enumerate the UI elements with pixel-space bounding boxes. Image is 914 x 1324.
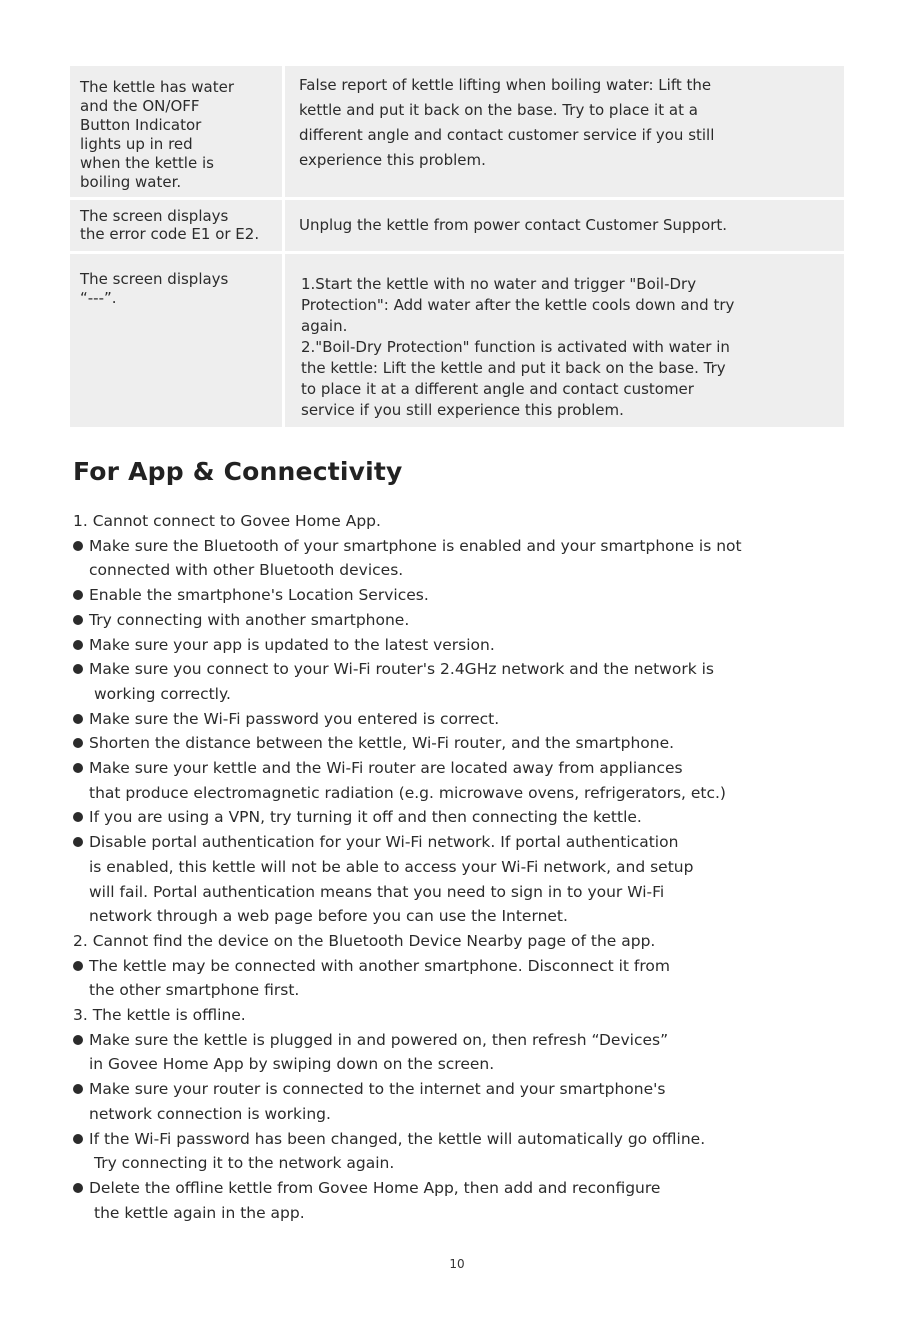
solution-text: again. xyxy=(301,317,348,335)
solution-cell xyxy=(285,66,844,197)
bullet-item: Make sure the Wi-Fi password you entered is correct. xyxy=(73,707,863,732)
solution-text: 1.Start the kettle with no water and trigger "Boil-Dry xyxy=(301,275,697,293)
numbered-heading: 2. Cannot find the device on the Bluetooth Device Nearby page of the app. xyxy=(73,931,656,950)
bullet-item: Make sure you connect to your Wi-Fi router's 2.4GHz network and the network is xyxy=(73,657,863,682)
bullet-icon xyxy=(73,1183,83,1193)
bullet-icon xyxy=(73,640,83,650)
solution-text: kettle and put it back on the base. Try to place it at a xyxy=(299,101,698,119)
problem-text: The screen displays xyxy=(80,207,229,225)
bullet-item: Make sure your app is updated to the latest version. xyxy=(73,633,863,658)
problem-text: The kettle has water xyxy=(80,78,234,96)
bullet-continuation: in Govee Home App by swiping down on the screen. xyxy=(89,1055,495,1074)
problem-text: the error code E1 or E2. xyxy=(80,225,260,243)
solution-text: False report of kettle lifting when boiling water: Lift the xyxy=(299,76,712,94)
bullet-icon xyxy=(73,714,83,724)
solution-text: to place it at a different angle and contact customer xyxy=(301,380,694,398)
solution-cell xyxy=(285,254,844,427)
bullet-item: The kettle may be connected with another smartphone. Disconnect it from xyxy=(73,954,863,979)
page-number: 10 xyxy=(449,1257,465,1271)
bullet-continuation: Try connecting it to the network again. xyxy=(94,1154,395,1173)
bullet-icon xyxy=(73,763,83,773)
problem-text: when the kettle is xyxy=(80,154,214,172)
bullet-item: Make sure your router is connected to the internet and your smartphone's xyxy=(73,1077,863,1102)
bullet-continuation: will fail. Portal authentication means that you need to sign in to your Wi-Fi xyxy=(89,882,665,901)
bullet-icon xyxy=(73,664,83,674)
bullet-icon xyxy=(73,1084,83,1094)
bullet-item: Enable the smartphone's Location Services. xyxy=(73,583,863,608)
solution-text: Protection": Add water after the kettle cools down and try xyxy=(301,296,735,314)
bullet-icon xyxy=(73,1035,83,1045)
bullet-continuation: that produce electromagnetic radiation (e.g. microwave ovens, refrigerators, etc.) xyxy=(89,783,726,802)
problem-text: The screen displays xyxy=(80,270,229,288)
bullet-icon xyxy=(73,615,83,625)
numbered-heading: 1. Cannot connect to Govee Home App. xyxy=(73,512,381,530)
solution-text: service if you still experience this problem. xyxy=(301,401,624,419)
bullet-item: If you are using a VPN, try turning it off and then connecting the kettle. xyxy=(73,805,863,830)
problem-text: boiling water. xyxy=(80,173,182,191)
bullet-item: Disable portal authentication for your Wi-Fi network. If portal authentication xyxy=(73,830,863,855)
bullet-icon xyxy=(73,738,83,748)
solution-text: Unplug the kettle from power contact Customer Support. xyxy=(299,216,728,234)
bullet-icon xyxy=(73,812,83,822)
troubleshooting-table xyxy=(70,66,844,430)
solution-text: different angle and contact customer service if you still xyxy=(299,126,715,144)
bullet-item: Make sure the kettle is plugged in and powered on, then refresh “Devices” xyxy=(73,1028,863,1053)
bullet-continuation: working correctly. xyxy=(94,684,231,703)
numbered-heading: 3. The kettle is offline. xyxy=(73,1006,246,1025)
section-content xyxy=(73,509,863,1225)
table-row xyxy=(70,66,844,197)
table-row xyxy=(70,254,844,427)
bullet-continuation: the kettle again in the app. xyxy=(94,1203,305,1222)
bullet-continuation: the other smartphone first. xyxy=(89,981,300,1000)
bullet-item: Make sure your kettle and the Wi-Fi router are located away from appliances xyxy=(73,756,863,781)
problem-cell xyxy=(70,254,282,427)
problem-text: “---”. xyxy=(80,289,117,307)
bullet-item: Make sure the Bluetooth of your smartphone is enabled and your smartphone is not xyxy=(73,534,863,559)
bullet-item: Shorten the distance between the kettle, Wi-Fi router, and the smartphone. xyxy=(73,731,863,756)
bullet-continuation: network through a web page before you can use the Internet. xyxy=(89,907,568,926)
bullet-icon xyxy=(73,541,83,551)
bullet-item: Delete the offline kettle from Govee Home App, then add and reconfigure xyxy=(73,1176,863,1201)
solution-cell xyxy=(285,200,844,251)
bullet-icon xyxy=(73,961,83,971)
solution-text: experience this problem. xyxy=(299,151,486,169)
problem-text: and the ON/OFF xyxy=(80,97,200,115)
bullet-continuation: is enabled, this kettle will not be able to access your Wi-Fi network, and setup xyxy=(89,857,694,876)
problem-cell xyxy=(70,66,282,197)
problem-text: lights up in red xyxy=(80,135,193,153)
problem-text: Button Indicator xyxy=(80,116,202,134)
bullet-icon xyxy=(73,590,83,600)
section-title: For App & Connectivity xyxy=(73,457,403,486)
bullet-continuation: network connection is working. xyxy=(89,1104,331,1123)
bullet-item: Try connecting with another smartphone. xyxy=(73,608,863,633)
table-row xyxy=(70,200,844,251)
problem-cell xyxy=(70,200,282,251)
bullet-item: If the Wi-Fi password has been changed, the kettle will automatically go offline. xyxy=(73,1127,863,1152)
bullet-icon xyxy=(73,837,83,847)
solution-text: the kettle: Lift the kettle and put it back on the base. Try xyxy=(301,359,726,377)
bullet-icon xyxy=(73,1134,83,1144)
solution-text: 2."Boil-Dry Protection" function is activated with water in xyxy=(301,338,730,356)
bullet-continuation: connected with other Bluetooth devices. xyxy=(89,561,404,580)
